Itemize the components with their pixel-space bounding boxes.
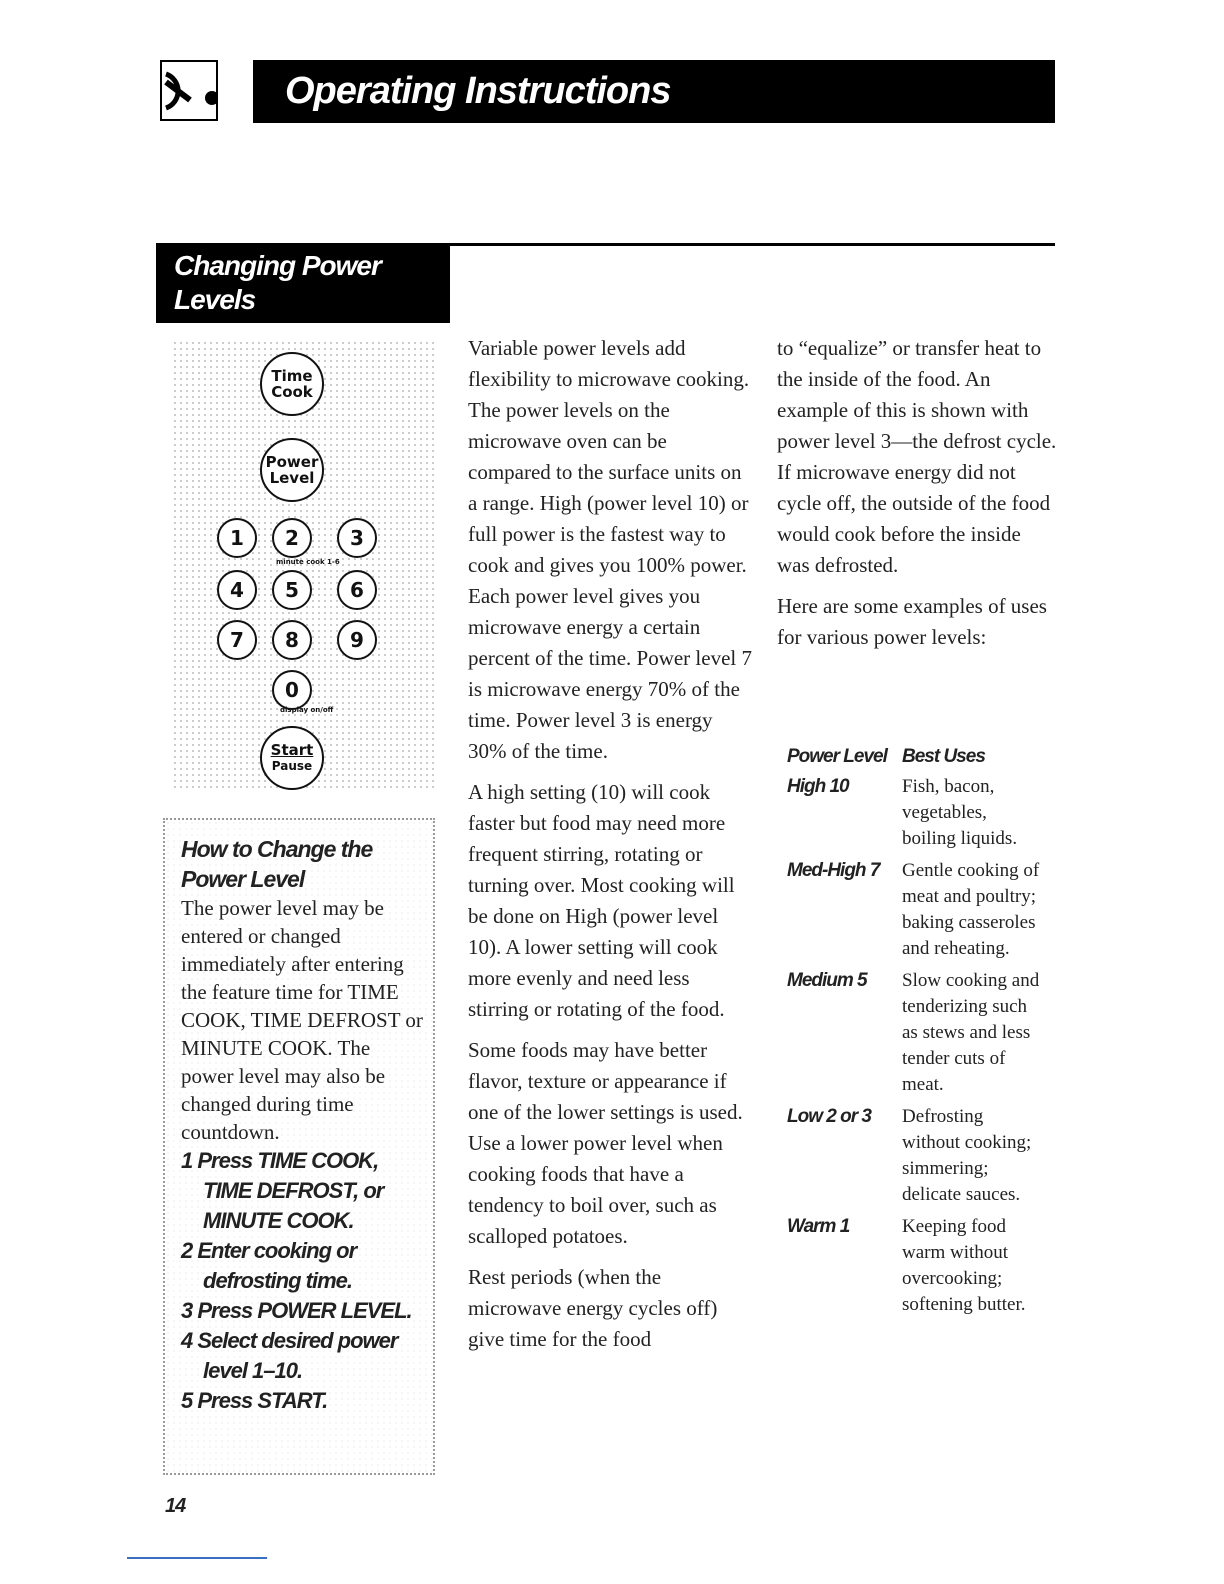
best-uses-cell: Gentle cooking of meat and poultry; baking casseroles and reheating.: [902, 860, 1040, 959]
step-item: 3 Press POWER LEVEL.: [181, 1298, 412, 1323]
keypad-illustration: [172, 340, 434, 790]
paragraph: Rest periods (when the microwave energy cycles off) give time for the food: [468, 1265, 718, 1351]
key-label: Time: [271, 367, 313, 385]
sidebar-title: Power Level: [181, 866, 305, 892]
paragraph: Here are some examples of uses for various power levels:: [777, 594, 1047, 649]
section-title: [156, 243, 450, 323]
key-label: Cook: [271, 383, 313, 401]
best-uses-cell: Defrosting without cooking; simmering; delicate sauces.: [902, 1106, 1032, 1205]
paragraph: Some foods may have better flavor, texture or appearance if one of the lower settings is used. Use a lower power level when cooking foods that have a tendency to boil over, such as scalloped potatoes.: [468, 1038, 743, 1248]
right-column: [777, 333, 1057, 663]
digit-key-4: 4: [217, 570, 257, 610]
how-to-change-box: [163, 818, 435, 1475]
power-level-cell: Low 2 or 3: [787, 1106, 871, 1127]
key-label: Pause: [271, 759, 313, 773]
paragraph: Variable power levels add flexibility to microwave cooking. The power levels on the microwave oven can be compared to the surface units on a range. High (power level 10) or full power is the fastest way to cook and gives you 100% power. Each power level gives you microwave energy a certain percent of the time. Power level 7 is microwave energy 70% of the time. Power level 3 is energy 30% of the time.: [468, 336, 752, 763]
page-header-title: Operating Instructions: [253, 60, 1055, 123]
power-level-table: [787, 742, 1045, 1322]
digit-key-6: 6: [337, 570, 377, 610]
power-level-cell: High 10: [787, 776, 849, 797]
digit-key-3: 3: [337, 518, 377, 558]
time-cook-key: [260, 352, 324, 416]
section-divider: [450, 243, 1055, 246]
display-on-off-label: display on/off: [280, 706, 334, 714]
digit-key-2: 2: [272, 518, 312, 558]
best-uses-cell: Fish, bacon, vegetables, boiling liquids.: [902, 776, 1018, 849]
key-label: Power: [265, 453, 319, 471]
best-uses-cell: Slow cooking and tenderizing such as stews and less tender cuts of meat.: [902, 970, 1040, 1095]
sidebar-title: How to Change the: [181, 836, 373, 862]
section-title-line: Levels: [174, 284, 256, 315]
key-label: Level: [269, 469, 315, 487]
digit-key-7: 7: [217, 620, 257, 660]
digit-key-5: 5: [272, 570, 312, 610]
step-item: 2 Enter cooking or defrosting time.: [181, 1238, 357, 1293]
footer-rule: [127, 1557, 267, 1559]
power-level-cell: Medium 5: [787, 970, 867, 991]
middle-column: [468, 333, 753, 1365]
digit-key-8: 8: [272, 620, 312, 660]
digit-key-0: 0: [272, 670, 312, 710]
step-item: 5 Press START.: [181, 1388, 328, 1413]
power-level-key: [260, 438, 324, 502]
step-item: 1 Press TIME COOK, TIME DEFROST, or MINUTE COOK.: [181, 1148, 384, 1233]
table-row: [787, 1212, 1045, 1318]
key-label: Start: [270, 741, 314, 759]
table-row: [787, 856, 1045, 962]
table-row: [787, 1102, 1045, 1208]
paragraph: to “equalize” or transfer heat to the inside of the food. An example of this is shown with power level 3—the defrost cycle. If microwave energy did not cycle off, the outside of the food would cook before the inside was defrosted.: [777, 336, 1057, 577]
digit-key-9: 9: [337, 620, 377, 660]
minute-cook-label: minute cook 1-6: [276, 558, 340, 566]
start-pause-key: [260, 726, 324, 790]
table-header: [787, 742, 1045, 772]
digit-key-1: 1: [217, 518, 257, 558]
step-item: 4 Select desired power level 1–10.: [181, 1328, 398, 1383]
paragraph: A high setting (10) will cook faster but food may need more frequent stirring, rotating or turning over. Most cooking will be done on High (power level 10). A lower setting will cook more evenly and need less stirring or rotating of the food.: [468, 780, 735, 1021]
table-row: [787, 966, 1045, 1098]
section-title-line: Changing Power: [174, 250, 381, 281]
power-level-cell: Med-High 7: [787, 860, 880, 881]
table-row: [787, 772, 1045, 852]
microwave-dial-icon: [160, 60, 218, 121]
column-header: Power Level: [787, 746, 887, 767]
sidebar-body: The power level may be entered or changed immediately after entering the feature time for TIME COOK, TIME DEFROST or MINUTE COOK. The power level may also be changed during time countdown.: [181, 896, 423, 1144]
best-uses-cell: Keeping food warm without overcooking; softening butter.: [902, 1216, 1026, 1315]
page-number: 14: [165, 1495, 186, 1517]
column-header: Best Uses: [902, 746, 985, 767]
power-level-cell: Warm 1: [787, 1216, 850, 1237]
